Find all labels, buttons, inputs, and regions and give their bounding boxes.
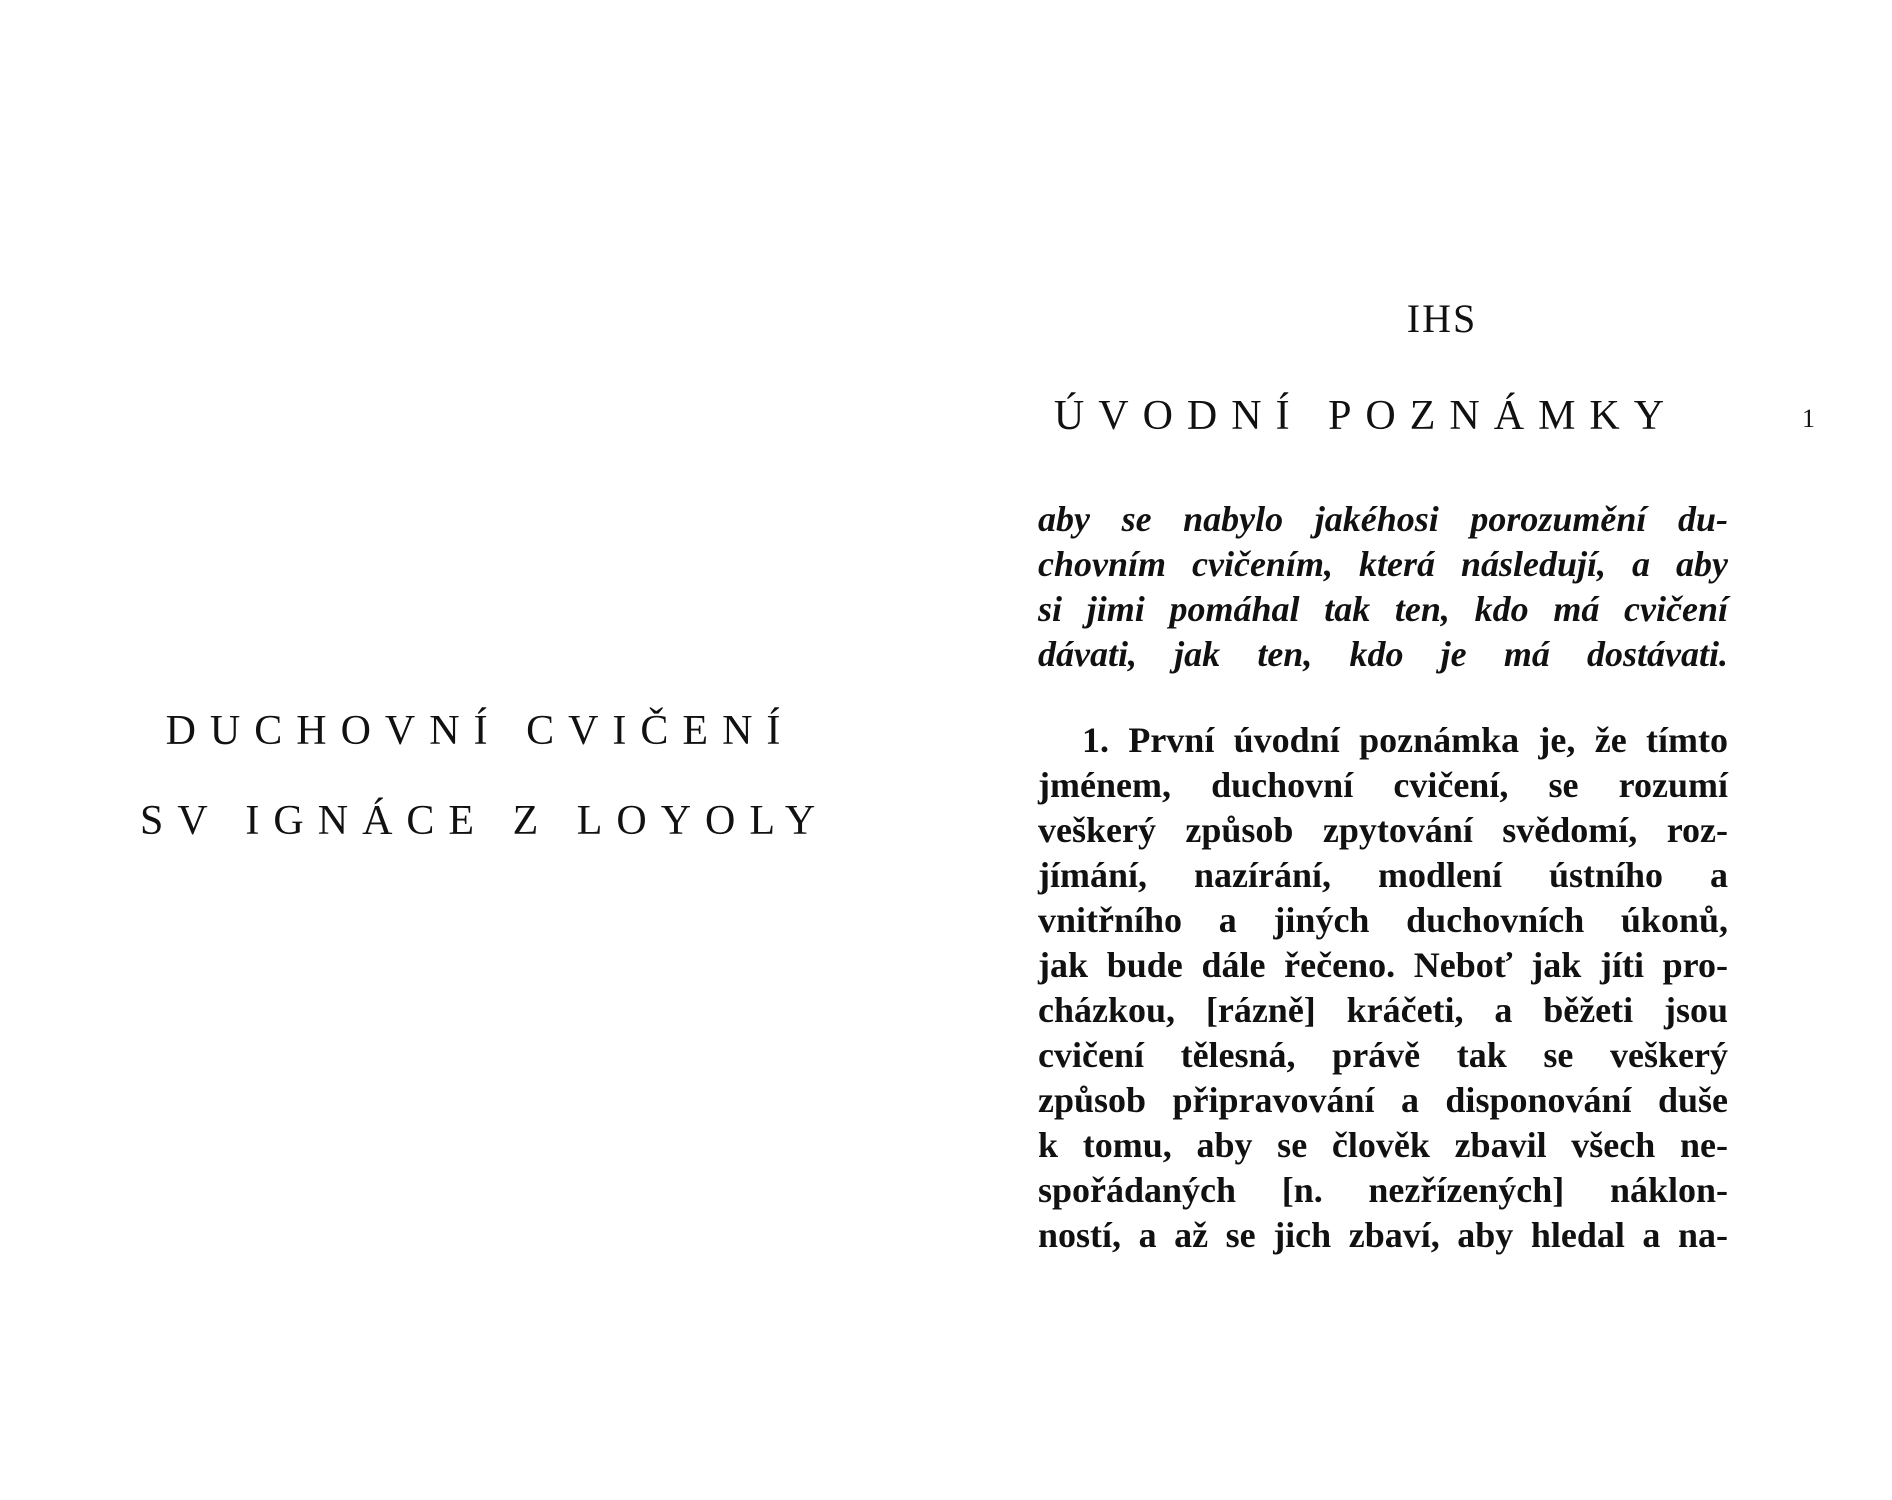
paragraph-line: spořádaných [n. nezřízených] náklon- <box>1038 1170 1728 1210</box>
right-page <box>946 0 1892 1500</box>
intro-line: aby se nabylo jakéhosi porozumění du- <box>1038 499 1728 539</box>
paragraph-line: jménem, duchovní cvičení, se rozumí <box>1038 765 1728 805</box>
intro-line: si jimi pomáhal tak ten, kdo má cvičení <box>1038 589 1728 629</box>
paragraph-line: vnitřního a jiných duchovních úkonů, <box>1038 900 1728 940</box>
paragraph-1 <box>1038 718 1728 1258</box>
intro-line: dávati, jak ten, kdo je má dostávati. <box>1038 634 1728 674</box>
paragraph-line: cvičení tělesná, právě tak se veškerý <box>1038 1035 1728 1075</box>
paragraph-line: ností, a až se jich zbaví, aby hledal a na- <box>1038 1215 1728 1255</box>
paragraph-line: způsob připravování a disponování duše <box>1038 1080 1728 1120</box>
paragraph-line: k tomu, aby se člověk zbavil všech ne- <box>1038 1125 1728 1165</box>
book-title-line-2: SV IGNÁCE Z LOYOLY <box>140 798 830 844</box>
paragraph-line: jak bude dále řečeno. Neboť jak jíti pro- <box>1038 945 1728 985</box>
intro-text <box>1038 497 1728 677</box>
ihs-monogram: IHS <box>1406 296 1478 341</box>
page-number: 1 <box>1802 404 1815 433</box>
paragraph-line: 1. První úvodní poznámka je, že tímto <box>1082 720 1728 760</box>
paragraph-line: cházkou, [rázně] kráčeti, a běžeti jsou <box>1038 990 1728 1030</box>
section-heading: ÚVODNÍ POZNÁMKY <box>1053 393 1679 439</box>
intro-line: chovním cvičením, která následují, a aby <box>1038 544 1728 584</box>
book-title-line-1: DUCHOVNÍ CVIČENÍ <box>165 708 795 754</box>
paragraph-line: veškerý způsob zpytování svědomí, roz- <box>1038 810 1728 850</box>
paragraph-line: jímání, nazírání, modlení ústního a <box>1038 855 1728 895</box>
